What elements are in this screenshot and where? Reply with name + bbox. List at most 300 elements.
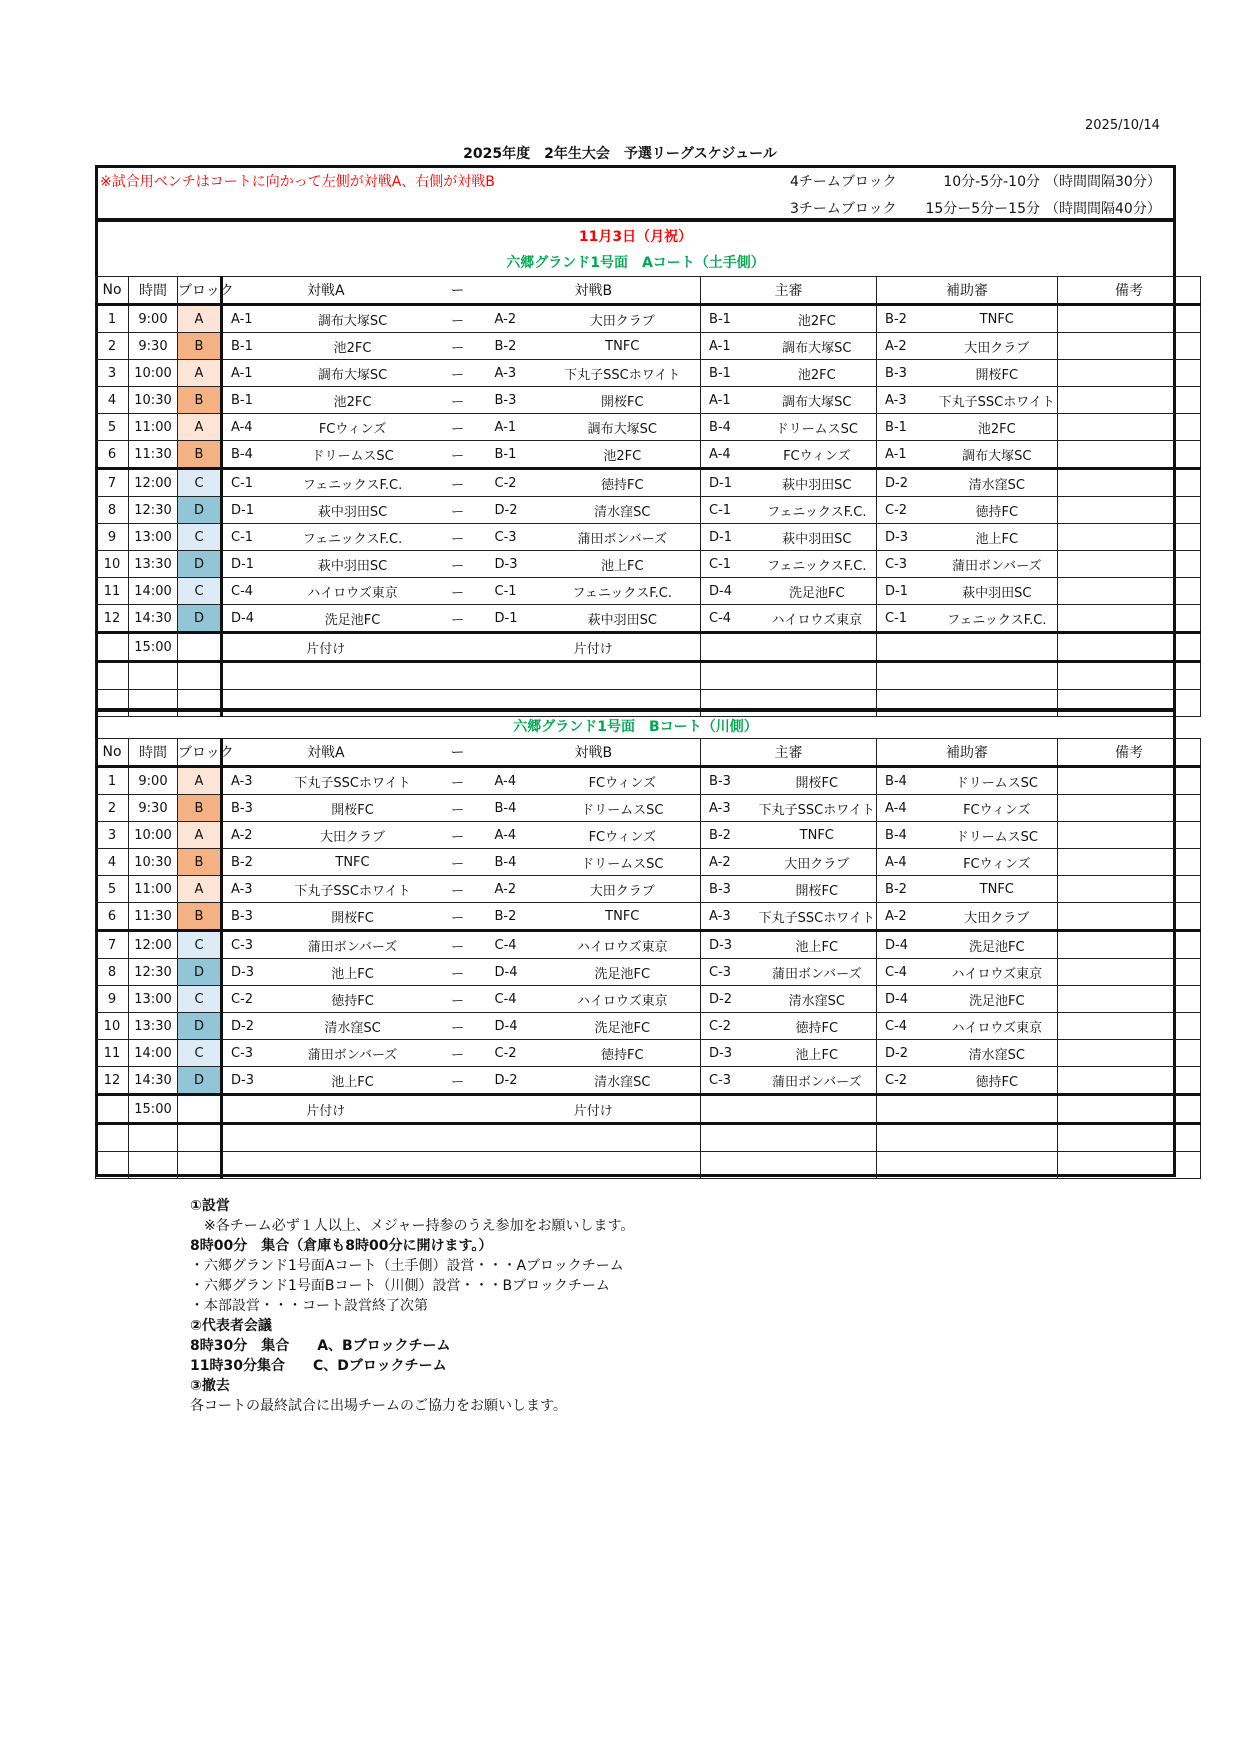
- blank-cell: [178, 662, 222, 690]
- match-time: 11:30: [129, 903, 178, 931]
- team-b-name: 清水窪SC: [545, 497, 701, 524]
- match-time: 13:00: [129, 986, 178, 1013]
- remarks-cell: [1058, 959, 1201, 986]
- assistant-code: D-4: [877, 931, 937, 959]
- team-b-name: 池2FC: [545, 441, 701, 469]
- blank-cell: [96, 690, 129, 717]
- referee-code: D-3: [701, 1040, 758, 1067]
- team-b-name: 洗足池FC: [545, 1013, 701, 1040]
- cleanup-assistant: [877, 1095, 1058, 1124]
- team-b-code: A-1: [487, 414, 545, 441]
- court-a-title: 六郷グランド1号面 Aコート（土手側）: [506, 255, 765, 271]
- assistant-team: 大田クラブ: [937, 333, 1058, 360]
- assistant-code: D-4: [877, 986, 937, 1013]
- team-a-code: D-1: [222, 551, 277, 578]
- remarks-cell: [1058, 578, 1201, 605]
- col-vs-header: ー: [429, 277, 487, 305]
- vs-dash: ー: [429, 305, 487, 333]
- block-badge: D: [178, 1067, 222, 1095]
- cleanup-row: [96, 633, 1201, 662]
- team-a-code: C-4: [222, 578, 277, 605]
- notes-heading: ③撤去: [190, 1378, 230, 1394]
- match-time: 11:30: [129, 441, 178, 469]
- match-row: [96, 822, 1201, 849]
- blank-cell: [701, 690, 877, 717]
- block-badge: B: [178, 387, 222, 414]
- assistant-code: A-4: [877, 795, 937, 822]
- match-row: [96, 497, 1201, 524]
- team-b-code: D-4: [487, 959, 545, 986]
- team-b-code: C-4: [487, 931, 545, 959]
- assistant-team: 洗足池FC: [937, 986, 1058, 1013]
- block-badge: C: [178, 1040, 222, 1067]
- team-a-code: B-3: [222, 795, 277, 822]
- team-a-code: C-1: [222, 469, 277, 497]
- match-row: [96, 931, 1201, 959]
- col-remarks-header: 備考: [1058, 277, 1201, 305]
- court-a-schedule-table: [95, 276, 1201, 717]
- match-row: [96, 767, 1201, 795]
- notes-heading: 8時30分 集合 A、Bブロックチーム: [190, 1338, 451, 1354]
- notes-line: 各コートの最終試合に出場チームのご協力をお願いします。: [190, 1398, 567, 1414]
- team-b-name: 池上FC: [545, 551, 701, 578]
- referee-code: C-1: [701, 551, 758, 578]
- assistant-code: B-2: [877, 876, 937, 903]
- match-time: 12:30: [129, 497, 178, 524]
- referee-team: 調布大塚SC: [758, 387, 877, 414]
- match-no: 11: [96, 578, 129, 605]
- blank-cell: [1058, 690, 1201, 717]
- assistant-code: B-1: [877, 414, 937, 441]
- assistant-code: B-3: [877, 360, 937, 387]
- cleanup-referee: [701, 633, 877, 662]
- assistant-code: A-2: [877, 903, 937, 931]
- cleanup-label-a: 片付け: [222, 1095, 429, 1124]
- cleanup-label-b: 片付け: [487, 633, 701, 662]
- notes-section: [190, 1196, 634, 1416]
- match-time: 9:00: [129, 305, 178, 333]
- notes-heading: 11時30分集合 C、Dブロックチーム: [190, 1358, 447, 1374]
- remarks-cell: [1058, 795, 1201, 822]
- assistant-team: 調布大塚SC: [937, 441, 1058, 469]
- block-rule-4-interval: （時間間隔30分）: [1045, 174, 1161, 190]
- team-b-code: C-2: [487, 469, 545, 497]
- team-a-code: B-3: [222, 903, 277, 931]
- col-no-header: No: [96, 277, 129, 305]
- remarks-cell: [1058, 605, 1201, 633]
- remarks-cell: [1058, 1067, 1201, 1095]
- match-time: 9:30: [129, 795, 178, 822]
- team-a-name: フェニックスF.C.: [277, 524, 429, 551]
- match-time: 12:00: [129, 469, 178, 497]
- referee-team: 下丸子SSCホワイト: [758, 903, 877, 931]
- col-team-a-header: 対戦A: [222, 277, 429, 305]
- block-badge: C: [178, 986, 222, 1013]
- referee-code: C-1: [701, 497, 758, 524]
- assistant-code: C-3: [877, 551, 937, 578]
- remarks-cell: [1058, 524, 1201, 551]
- blank-row: [96, 662, 1201, 690]
- remarks-cell: [1058, 469, 1201, 497]
- referee-code: B-1: [701, 360, 758, 387]
- match-row: [96, 414, 1201, 441]
- assistant-team: FCウィンズ: [937, 795, 1058, 822]
- match-time: 13:30: [129, 551, 178, 578]
- col-team-b-header: 対戦B: [487, 739, 701, 767]
- team-b-name: 開桜FC: [545, 387, 701, 414]
- blank-cell: [1058, 662, 1201, 690]
- remarks-cell: [1058, 931, 1201, 959]
- team-a-name: 調布大塚SC: [277, 360, 429, 387]
- team-b-name: TNFC: [545, 903, 701, 931]
- col-remarks-header: 備考: [1058, 739, 1201, 767]
- team-b-code: D-4: [487, 1013, 545, 1040]
- match-row: [96, 903, 1201, 931]
- notes-heading: ①設営: [190, 1198, 230, 1214]
- team-a-code: A-1: [222, 305, 277, 333]
- assistant-code: C-2: [877, 1067, 937, 1095]
- event-day: 11月3日（月祝）: [578, 229, 693, 245]
- referee-code: A-3: [701, 903, 758, 931]
- notes-line: ・本部設営・・・コート設営終了次第: [190, 1298, 428, 1314]
- assistant-code: D-2: [877, 1040, 937, 1067]
- match-time: 10:00: [129, 822, 178, 849]
- match-row: [96, 1067, 1201, 1095]
- team-a-name: 池2FC: [277, 387, 429, 414]
- blank-cell: [701, 662, 877, 690]
- team-b-code: B-1: [487, 441, 545, 469]
- assistant-team: 池上FC: [937, 524, 1058, 551]
- notes-line: ※各チーム必ず１人以上、メジャー持参のうえ参加をお願いします。: [190, 1218, 635, 1234]
- match-time: 13:00: [129, 524, 178, 551]
- referee-code: D-1: [701, 524, 758, 551]
- notes-heading: ②代表者会議: [190, 1318, 272, 1334]
- referee-team: 開桜FC: [758, 767, 877, 795]
- referee-code: D-1: [701, 469, 758, 497]
- cleanup-remarks: [1058, 1095, 1201, 1124]
- blank-cell: [178, 1152, 222, 1179]
- vs-dash: ー: [429, 578, 487, 605]
- team-a-code: B-2: [222, 849, 277, 876]
- assistant-team: 池2FC: [937, 414, 1058, 441]
- block-rule-3-interval: （時間間隔40分）: [1045, 201, 1161, 217]
- team-b-code: B-3: [487, 387, 545, 414]
- header-row: [96, 739, 1201, 767]
- col-time-header: 時間: [129, 739, 178, 767]
- vs-dash: ー: [429, 849, 487, 876]
- team-b-code: D-2: [487, 497, 545, 524]
- team-a-code: B-4: [222, 441, 277, 469]
- col-referee-header: 主審: [701, 277, 877, 305]
- remarks-cell: [1058, 497, 1201, 524]
- team-b-name: 洗足池FC: [545, 959, 701, 986]
- blank-cell: [129, 690, 178, 717]
- team-a-name: 洗足池FC: [277, 605, 429, 633]
- match-time: 14:30: [129, 605, 178, 633]
- referee-team: ハイロウズ東京: [758, 605, 877, 633]
- referee-team: フェニックスF.C.: [758, 551, 877, 578]
- vs-dash: ー: [429, 903, 487, 931]
- remarks-cell: [1058, 1013, 1201, 1040]
- blank-cell: [178, 1124, 222, 1152]
- referee-team: 池上FC: [758, 1040, 877, 1067]
- referee-team: 池2FC: [758, 305, 877, 333]
- vs-dash: ー: [429, 795, 487, 822]
- cleanup-row: [96, 1095, 1201, 1124]
- team-b-code: B-2: [487, 903, 545, 931]
- referee-code: B-3: [701, 767, 758, 795]
- cleanup-no: [96, 1095, 129, 1124]
- referee-team: 徳持FC: [758, 1013, 877, 1040]
- match-no: 10: [96, 1013, 129, 1040]
- notes-line: ・六郷グランド1号面Aコート（土手側）設営・・・Aブロックチーム: [190, 1258, 624, 1274]
- vs-dash: ー: [429, 1040, 487, 1067]
- assistant-code: D-1: [877, 578, 937, 605]
- blank-cell: [129, 662, 178, 690]
- match-row: [96, 305, 1201, 333]
- team-b-name: 清水窪SC: [545, 1067, 701, 1095]
- assistant-team: 開桜FC: [937, 360, 1058, 387]
- assistant-code: C-4: [877, 1013, 937, 1040]
- team-b-code: A-2: [487, 876, 545, 903]
- vs-dash: ー: [429, 1067, 487, 1095]
- referee-team: 萩中羽田SC: [758, 524, 877, 551]
- assistant-code: C-2: [877, 497, 937, 524]
- block-badge: B: [178, 849, 222, 876]
- assistant-code: C-4: [877, 959, 937, 986]
- col-team-b-header: 対戦B: [487, 277, 701, 305]
- court-b-title: 六郷グランド1号面 Bコート（川側）: [513, 719, 758, 735]
- cleanup-referee: [701, 1095, 877, 1124]
- remarks-cell: [1058, 360, 1201, 387]
- match-no: 4: [96, 849, 129, 876]
- referee-code: D-4: [701, 578, 758, 605]
- team-b-code: C-2: [487, 1040, 545, 1067]
- block-badge: C: [178, 578, 222, 605]
- referee-team: フェニックスF.C.: [758, 497, 877, 524]
- blank-cell: [701, 1152, 877, 1179]
- team-a-name: 萩中羽田SC: [277, 551, 429, 578]
- referee-team: 池上FC: [758, 931, 877, 959]
- col-referee-header: 主審: [701, 739, 877, 767]
- block-badge: D: [178, 1013, 222, 1040]
- cleanup-assistant: [877, 633, 1058, 662]
- match-time: 10:30: [129, 849, 178, 876]
- assistant-code: A-2: [877, 333, 937, 360]
- vs-dash: ー: [429, 497, 487, 524]
- assistant-team: 徳持FC: [937, 497, 1058, 524]
- assistant-team: FCウィンズ: [937, 849, 1058, 876]
- blank-cell: [877, 662, 1058, 690]
- team-a-name: 池上FC: [277, 1067, 429, 1095]
- team-b-name: ハイロウズ東京: [545, 931, 701, 959]
- referee-team: 大田クラブ: [758, 849, 877, 876]
- team-b-name: 徳持FC: [545, 469, 701, 497]
- referee-team: 萩中羽田SC: [758, 469, 877, 497]
- assistant-team: TNFC: [937, 305, 1058, 333]
- match-row: [96, 441, 1201, 469]
- blank-cell: [222, 1152, 701, 1179]
- block-rule-4-format: 10分-5分-10分: [943, 174, 1040, 190]
- team-b-code: A-4: [487, 822, 545, 849]
- vs-dash: ー: [429, 1013, 487, 1040]
- referee-team: 調布大塚SC: [758, 333, 877, 360]
- match-no: 7: [96, 931, 129, 959]
- col-team-a-header: 対戦A: [222, 739, 429, 767]
- vs-dash: ー: [429, 469, 487, 497]
- blank-cell: [1058, 1152, 1201, 1179]
- team-a-code: A-4: [222, 414, 277, 441]
- assistant-code: B-2: [877, 305, 937, 333]
- referee-code: D-2: [701, 986, 758, 1013]
- team-b-name: 大田クラブ: [545, 305, 701, 333]
- block-badge: D: [178, 497, 222, 524]
- vs-dash: ー: [429, 441, 487, 469]
- match-no: 1: [96, 767, 129, 795]
- team-b-name: TNFC: [545, 333, 701, 360]
- referee-team: 蒲田ボンバーズ: [758, 959, 877, 986]
- header-row: [96, 277, 1201, 305]
- match-no: 5: [96, 876, 129, 903]
- assistant-code: A-4: [877, 849, 937, 876]
- vs-dash: ー: [429, 605, 487, 633]
- vs-dash: ー: [429, 333, 487, 360]
- col-no-header: No: [96, 739, 129, 767]
- team-a-name: 池2FC: [277, 333, 429, 360]
- match-row: [96, 1040, 1201, 1067]
- team-a-code: C-3: [222, 1040, 277, 1067]
- team-a-code: D-3: [222, 959, 277, 986]
- vs-dash: ー: [429, 822, 487, 849]
- team-b-name: 蒲田ボンバーズ: [545, 524, 701, 551]
- assistant-team: ハイロウズ東京: [937, 959, 1058, 986]
- remarks-cell: [1058, 767, 1201, 795]
- col-block-header: ブロック: [178, 739, 222, 767]
- bench-note: ※試合用ベンチはコートに向かって左側が対戦A、右側が対戦B: [100, 174, 495, 190]
- block-badge: A: [178, 822, 222, 849]
- col-block-header: ブロック: [178, 277, 222, 305]
- blank-cell: [222, 1124, 701, 1152]
- referee-team: 開桜FC: [758, 876, 877, 903]
- assistant-team: 蒲田ボンバーズ: [937, 551, 1058, 578]
- block-badge: A: [178, 360, 222, 387]
- blank-row: [96, 1152, 1201, 1179]
- team-b-code: B-4: [487, 849, 545, 876]
- team-a-code: A-1: [222, 360, 277, 387]
- assistant-code: C-1: [877, 605, 937, 633]
- team-a-code: D-3: [222, 1067, 277, 1095]
- team-b-name: ドリームスSC: [545, 795, 701, 822]
- remarks-cell: [1058, 414, 1201, 441]
- team-b-name: FCウィンズ: [545, 822, 701, 849]
- assistant-code: A-3: [877, 387, 937, 414]
- team-a-code: C-2: [222, 986, 277, 1013]
- blank-row: [96, 690, 1201, 717]
- match-no: 8: [96, 959, 129, 986]
- match-row: [96, 387, 1201, 414]
- remarks-cell: [1058, 387, 1201, 414]
- team-a-code: A-2: [222, 822, 277, 849]
- team-b-code: A-4: [487, 767, 545, 795]
- remarks-cell: [1058, 849, 1201, 876]
- referee-code: C-2: [701, 1013, 758, 1040]
- block-badge: B: [178, 903, 222, 931]
- referee-code: A-2: [701, 849, 758, 876]
- cleanup-block: [178, 633, 222, 662]
- team-b-name: フェニックスF.C.: [545, 578, 701, 605]
- team-b-code: D-2: [487, 1067, 545, 1095]
- match-no: 6: [96, 441, 129, 469]
- col-assistant-header: 補助審: [877, 739, 1058, 767]
- cleanup-no: [96, 633, 129, 662]
- team-a-code: B-1: [222, 333, 277, 360]
- cleanup-label-a: 片付け: [222, 633, 429, 662]
- match-time: 14:30: [129, 1067, 178, 1095]
- assistant-code: D-3: [877, 524, 937, 551]
- vs-dash: ー: [429, 986, 487, 1013]
- team-b-code: C-3: [487, 524, 545, 551]
- blank-cell: [877, 1152, 1058, 1179]
- assistant-team: 萩中羽田SC: [937, 578, 1058, 605]
- match-no: 6: [96, 903, 129, 931]
- team-b-name: 徳持FC: [545, 1040, 701, 1067]
- match-no: 7: [96, 469, 129, 497]
- match-no: 4: [96, 387, 129, 414]
- block-rule-3-format: 15分ー5分ー15分: [925, 201, 1040, 217]
- remarks-cell: [1058, 305, 1201, 333]
- blank-cell: [96, 1152, 129, 1179]
- match-time: 11:00: [129, 414, 178, 441]
- team-a-name: 蒲田ボンバーズ: [277, 1040, 429, 1067]
- team-b-name: ドリームスSC: [545, 849, 701, 876]
- match-time: 11:00: [129, 876, 178, 903]
- match-no: 9: [96, 986, 129, 1013]
- block-badge: B: [178, 441, 222, 469]
- team-b-code: D-1: [487, 605, 545, 633]
- match-no: 2: [96, 333, 129, 360]
- referee-code: B-2: [701, 822, 758, 849]
- blank-cell: [222, 690, 701, 717]
- match-no: 3: [96, 360, 129, 387]
- match-time: 9:00: [129, 767, 178, 795]
- assistant-code: D-2: [877, 469, 937, 497]
- team-a-code: A-3: [222, 876, 277, 903]
- cleanup-block: [178, 1095, 222, 1124]
- col-time-header: 時間: [129, 277, 178, 305]
- vs-dash: ー: [429, 767, 487, 795]
- block-badge: D: [178, 605, 222, 633]
- remarks-cell: [1058, 551, 1201, 578]
- col-vs-header: ー: [429, 739, 487, 767]
- referee-code: C-4: [701, 605, 758, 633]
- remarks-cell: [1058, 1040, 1201, 1067]
- team-a-name: 下丸子SSCホワイト: [277, 767, 429, 795]
- referee-code: B-3: [701, 876, 758, 903]
- team-b-code: A-3: [487, 360, 545, 387]
- team-a-name: 池上FC: [277, 959, 429, 986]
- match-no: 1: [96, 305, 129, 333]
- team-b-code: D-3: [487, 551, 545, 578]
- remarks-cell: [1058, 986, 1201, 1013]
- team-b-code: C-4: [487, 986, 545, 1013]
- page-title: 2025年度 2年生大会 予選リーグスケジュール: [463, 146, 777, 162]
- assistant-team: ドリームスSC: [937, 767, 1058, 795]
- blank-cell: [877, 1124, 1058, 1152]
- match-row: [96, 360, 1201, 387]
- block-badge: A: [178, 767, 222, 795]
- match-time: 9:30: [129, 333, 178, 360]
- blank-cell: [96, 1124, 129, 1152]
